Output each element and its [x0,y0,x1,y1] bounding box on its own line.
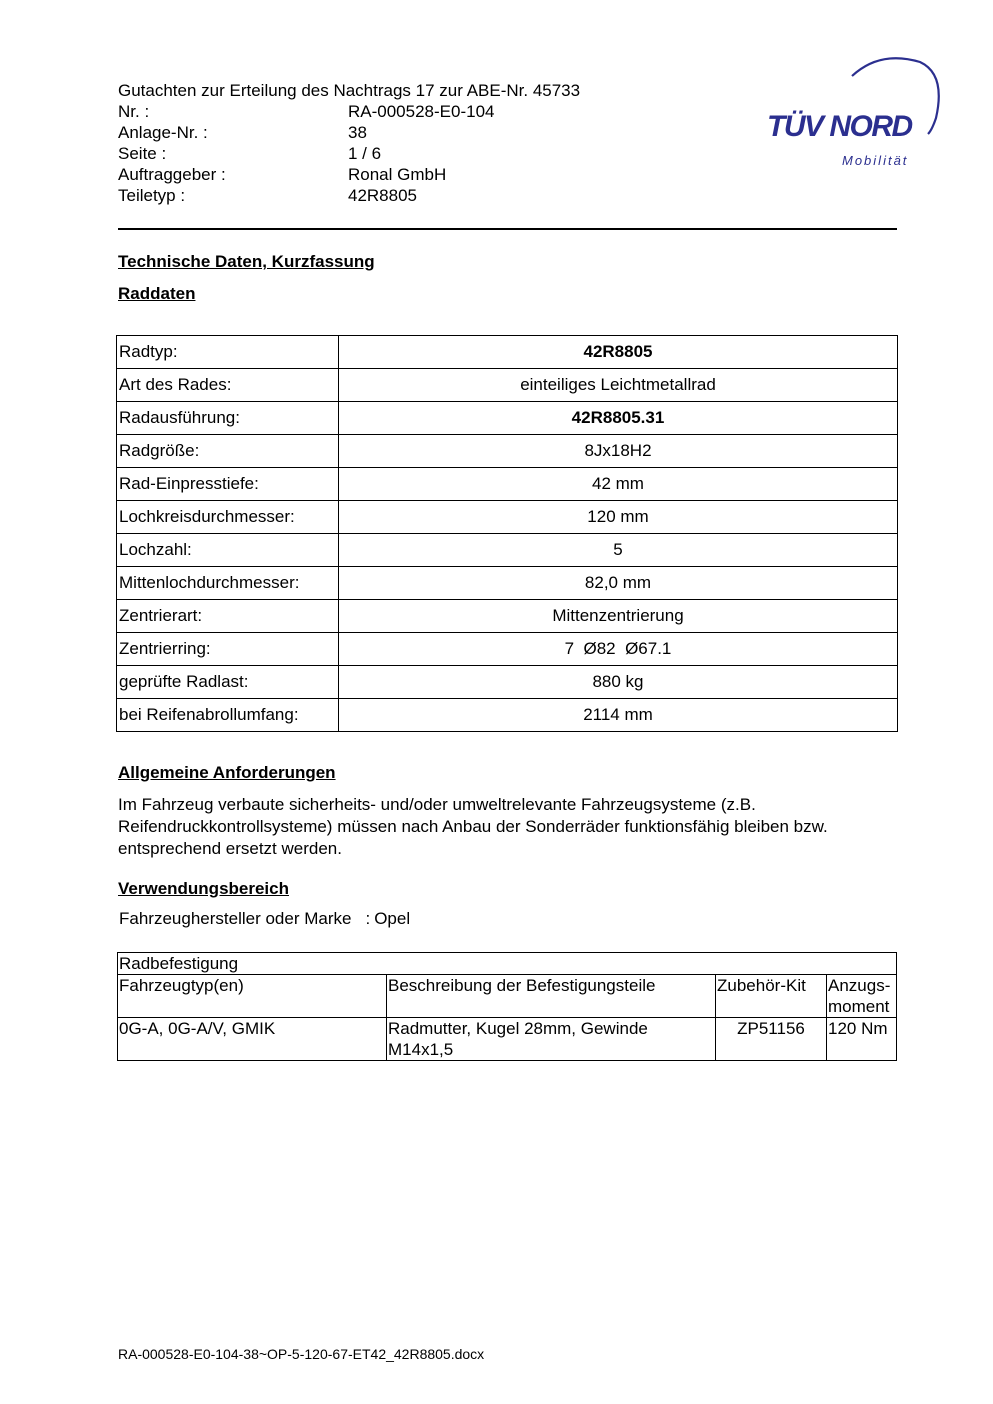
document-header [118,80,580,206]
manufacturer-label: Fahrzeughersteller oder Marke [119,909,352,928]
table-row [117,402,898,435]
row-value: 880 kg [339,666,898,699]
table-row [117,501,898,534]
wheel-fixing-table [117,952,897,1061]
cell-description-line2: M14x1,5 [388,1040,454,1059]
logo-subtitle: Mobilität [842,153,909,168]
meta-value: 42R8805 [348,186,418,205]
row-value: Mittenzentrierung [339,600,898,633]
manufacturer-separator: : [365,909,371,928]
manufacturer-value: Opel [374,909,411,928]
header-torque-line1: Anzugs- [828,976,891,995]
row-value: 5 [339,534,898,567]
meta-row-nr [118,101,580,122]
meta-label: Teiletyp : [118,186,186,205]
table-row [117,600,898,633]
cell-kit: ZP51156 [716,1018,827,1061]
row-label: Radgröße: [117,435,339,468]
row-value: 42R8805.31 [339,402,898,435]
row-label: Zentrierring: [117,633,339,666]
row-value: 82,0 mm [339,567,898,600]
table-row [117,468,898,501]
header-description: Beschreibung der Befestigungsteile [387,975,716,1018]
row-value: 8Jx18H2 [339,435,898,468]
meta-value: 38 [348,123,367,142]
heading-general-requirements: Allgemeine Anforderungen [118,763,336,782]
row-value: 42 mm [339,468,898,501]
wheel-data-table [116,335,898,732]
meta-value: Ronal GmbH [348,165,447,184]
meta-label: Anlage-Nr. : [118,123,208,142]
general-requirements-text: Im Fahrzeug verbaute sicherheits- und/oder umweltrelevante Fahrzeugsysteme (z.B. Reifendruckkontrollsysteme) müssen nach Anbau der Sonderräder funktionsfähig bleiben bzw. entsprechend ersetzt werden. [118,795,828,858]
row-label: Lochkreisdurchmesser: [117,501,339,534]
cell-description [387,1018,716,1061]
row-value: 7 Ø82 Ø67.1 [339,633,898,666]
header-vehicle: Fahrzeugtyp(en) [118,975,387,1018]
footer-filename: RA-000528-E0-104-38~OP-5-120-67-ET42_42R8805.docx [118,1346,485,1362]
table-row [117,336,898,369]
row-label: Radausführung: [117,402,339,435]
table-row [118,1018,897,1061]
table-row [117,666,898,699]
meta-value: 1 / 6 [348,144,382,163]
row-label: Radtyp: [117,336,339,369]
row-label: Art des Rades: [117,369,339,402]
cell-torque: 120 Nm [827,1018,897,1061]
header-torque-line2: moment [828,997,890,1016]
row-label: geprüfte Radlast: [117,666,339,699]
table-row [117,534,898,567]
manufacturer-line [119,909,410,929]
meta-row-anlage [118,122,580,143]
meta-row-auftraggeber [118,164,580,185]
tuv-nord-logo [760,56,950,176]
header-kit: Zubehör-Kit [716,975,827,1018]
row-label: Mittenlochdurchmesser: [117,567,339,600]
row-label: Lochzahl: [117,534,339,567]
table-row [117,435,898,468]
table-header-row [118,975,897,1018]
cell-description-line1: Radmutter, Kugel 28mm, Gewinde [388,1019,648,1038]
row-value: 42R8805 [339,336,898,369]
meta-label: Auftraggeber : [118,165,226,184]
table-row [117,633,898,666]
table-title: Radbefestigung [118,953,897,975]
meta-label: Seite : [118,144,167,163]
header-divider [118,228,897,230]
row-value: einteiliges Leichtmetallrad [339,369,898,402]
header-torque [827,975,897,1018]
meta-value: RA-000528-E0-104 [348,102,495,121]
document-title: Gutachten zur Erteilung des Nachtrags 17 zur ABE-Nr. 45733 [118,81,581,100]
heading-wheel-data: Raddaten [118,284,196,303]
row-label: Zentrierart: [117,600,339,633]
row-value: 2114 mm [339,699,898,732]
row-label: bei Reifenabrollumfang: [117,699,339,732]
table-row [117,369,898,402]
table-title-row [118,953,897,975]
heading-technical-data: Technische Daten, Kurzfassung [118,252,375,271]
row-value: 120 mm [339,501,898,534]
table-row [117,567,898,600]
table-row [117,699,898,732]
heading-usage: Verwendungsbereich [118,879,289,898]
row-label: Rad-Einpresstiefe: [117,468,339,501]
meta-label: Nr. : [118,102,150,121]
meta-row-teiletyp [118,185,580,206]
cell-vehicle: 0G-A, 0G-A/V, GMIK [118,1018,387,1061]
logo-wordmark: TÜV NORD [767,110,912,143]
meta-row-seite [118,143,580,164]
